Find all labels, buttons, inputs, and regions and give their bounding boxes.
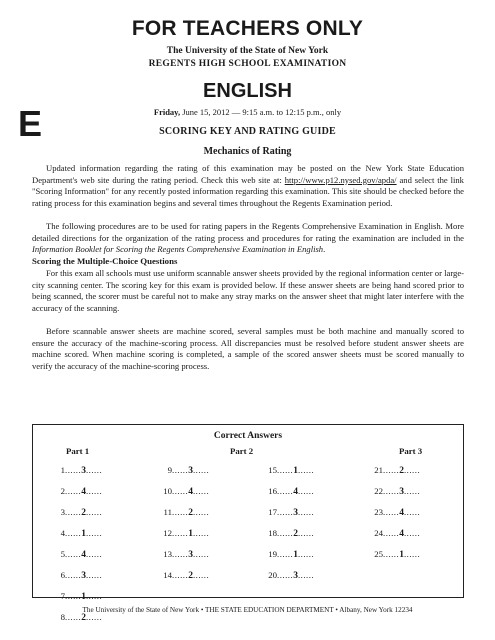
answer-item xyxy=(160,507,209,528)
answer-item xyxy=(57,486,102,507)
leader-dots: ...... xyxy=(403,486,421,496)
paragraph-updates-text-a: Updated information regarding the rating of this examination may be posted on the New York State Education Department's web site during the rating period. Check this web site at: xyxy=(32,163,464,185)
leader-dots: ...... xyxy=(403,549,421,559)
question-number: 3 xyxy=(60,507,65,517)
answer-item xyxy=(160,528,209,549)
leader-dots: ...... xyxy=(297,507,315,517)
answer-item xyxy=(265,570,314,591)
answer-value: 4 xyxy=(81,550,86,560)
question-number: 23 xyxy=(374,507,383,517)
answer-item xyxy=(57,612,102,633)
leader-dots: ...... xyxy=(65,507,82,517)
answer-value: 3 xyxy=(293,571,298,581)
paragraph-machine-scoring: Before scannable answer sheets are machine scored, several samples must be both machine and manually scored to ensure the accuracy of the machine-scoring process. All discrepancies must be resolved before student answer sheets are machine scored. When machine scoring is completed, a sample of the scored answer sheets must be scored manually to verify the accuracy of the machine-scoring process. xyxy=(32,326,464,371)
answer-value: 2 xyxy=(293,529,298,539)
edition-letter: E xyxy=(18,103,43,144)
answer-value: 2 xyxy=(81,613,86,623)
answer-item xyxy=(371,465,420,486)
question-number: 2 xyxy=(60,486,65,496)
leader-dots: ...... xyxy=(192,549,210,559)
answer-value: 1 xyxy=(81,592,86,602)
leader-dots: ...... xyxy=(65,549,82,559)
answer-item xyxy=(160,486,209,507)
subject-title: ENGLISH xyxy=(203,80,292,102)
answer-value: 4 xyxy=(188,487,193,497)
leader-dots: ...... xyxy=(297,528,315,538)
answer-value: 3 xyxy=(399,487,404,497)
question-number: 21 xyxy=(374,465,383,475)
question-number: 17 xyxy=(268,507,277,517)
question-number: 7 xyxy=(60,591,65,601)
question-number: 13 xyxy=(163,549,172,559)
leader-dots: ...... xyxy=(383,549,400,559)
paragraph-answer-sheets: For this exam all schools must use uniform scannable answer sheets provided by the regional information center or large-city scanning center. The scoring key for this exam is provided below. If these answer sheets are being hand scored prior to being scanned, the scorer must be careful not to make any stray marks on the answer sheet that might later interfere with the accuracy of the scanning. xyxy=(32,268,464,313)
leader-dots: ...... xyxy=(65,570,82,580)
question-number: 15 xyxy=(268,465,277,475)
leader-dots: ...... xyxy=(172,549,189,559)
page-title: FOR TEACHERS ONLY xyxy=(131,17,364,40)
question-number: 8 xyxy=(60,612,65,622)
question-number: 16 xyxy=(268,486,277,496)
question-number: 1 xyxy=(60,465,65,475)
leader-dots: ...... xyxy=(383,507,400,517)
answer-column-4 xyxy=(371,465,420,570)
question-number: 14 xyxy=(163,570,172,580)
answer-item xyxy=(57,528,102,549)
leader-dots: ...... xyxy=(192,507,210,517)
leader-dots: ...... xyxy=(383,528,400,538)
leader-dots: ...... xyxy=(85,612,103,622)
paragraph-updates xyxy=(32,163,464,209)
leader-dots: ...... xyxy=(172,465,189,475)
answer-item xyxy=(371,549,420,570)
answer-value: 1 xyxy=(81,529,86,539)
paragraph-procedures xyxy=(32,221,464,256)
question-number: 11 xyxy=(163,507,172,517)
answer-item xyxy=(57,570,102,591)
leader-dots: ...... xyxy=(172,570,189,580)
question-number: 20 xyxy=(268,570,277,580)
leader-dots: ...... xyxy=(192,528,210,538)
leader-dots: ...... xyxy=(277,570,294,580)
answer-column-3 xyxy=(265,465,314,591)
leader-dots: ...... xyxy=(277,465,294,475)
answer-value: 1 xyxy=(293,550,298,560)
leader-dots: ...... xyxy=(277,549,294,559)
answer-item xyxy=(265,528,314,549)
answer-value: 1 xyxy=(293,466,298,476)
question-number: 9 xyxy=(167,465,172,475)
leader-dots: ...... xyxy=(403,528,421,538)
leader-dots: ...... xyxy=(85,507,103,517)
exam-date-day: Friday, xyxy=(153,107,181,117)
question-number: 24 xyxy=(374,528,383,538)
leader-dots: ...... xyxy=(403,465,421,475)
leader-dots: ...... xyxy=(277,507,294,517)
leader-dots: ...... xyxy=(172,507,189,517)
answer-item xyxy=(265,549,314,570)
part-3-label: Part 3 xyxy=(399,446,423,456)
answer-value: 4 xyxy=(81,487,86,497)
question-number: 4 xyxy=(60,528,65,538)
answer-item xyxy=(57,549,102,570)
leader-dots: ...... xyxy=(277,486,294,496)
answer-value: 2 xyxy=(81,508,86,518)
page-footer: The University of the State of New York • THE STATE EDUCATION DEPARTMENT • Albany, New York 12234 xyxy=(82,606,413,614)
part-1-label: Part 1 xyxy=(66,446,90,456)
leader-dots: ...... xyxy=(65,486,82,496)
leader-dots: ...... xyxy=(192,465,210,475)
question-number: 22 xyxy=(374,486,383,496)
leader-dots: ...... xyxy=(297,570,315,580)
institution-name: The University of the State of New York xyxy=(166,46,329,56)
leader-dots: ...... xyxy=(192,570,210,580)
part-2-label: Part 2 xyxy=(230,446,254,456)
answer-item xyxy=(371,507,420,528)
answer-item xyxy=(265,486,314,507)
paragraph-procedures-text-a: The following procedures are to be used for rating papers in the Regents Comprehensive Examination in English. More detailed directions for the organization of the rating process and procedures for rating the examination are included in the xyxy=(32,221,464,243)
leader-dots: ...... xyxy=(297,465,315,475)
answer-item xyxy=(265,507,314,528)
answers-title: Correct Answers xyxy=(213,431,283,441)
leader-dots: ...... xyxy=(297,549,315,559)
answer-value: 4 xyxy=(399,529,404,539)
answer-value: 2 xyxy=(188,571,193,581)
answer-item xyxy=(160,570,209,591)
question-number: 19 xyxy=(268,549,277,559)
leader-dots: ...... xyxy=(383,465,400,475)
question-number: 18 xyxy=(268,528,277,538)
question-number: 6 xyxy=(60,570,65,580)
nysed-link[interactable]: http://www.p12.nysed.gov/apda/ xyxy=(284,174,397,185)
leader-dots: ...... xyxy=(85,570,103,580)
leader-dots: ...... xyxy=(85,465,103,475)
answer-value: 4 xyxy=(399,508,404,518)
paragraph-updates-text-b: and select the link "Scoring Information" for any recently posted information regarding this examination. This site should be checked before the rating process for this examination begins and several times throughout the Regents Examination period. xyxy=(32,174,464,208)
leader-dots: ...... xyxy=(192,486,210,496)
answer-value: 1 xyxy=(188,529,193,539)
leader-dots: ...... xyxy=(65,612,82,622)
mechanics-title: Mechanics of Rating xyxy=(203,146,292,157)
booklet-title: Information Booklet for Scoring the Regents Comprehensive Examination in English xyxy=(32,244,324,254)
leader-dots: ...... xyxy=(85,591,103,601)
mc-section-heading: Scoring the Multiple-Choice Questions xyxy=(32,256,178,266)
answer-item xyxy=(57,507,102,528)
question-number: 12 xyxy=(163,528,172,538)
answer-value: 2 xyxy=(188,508,193,518)
answer-item xyxy=(371,486,420,507)
answer-value: 3 xyxy=(188,550,193,560)
guide-title: SCORING KEY AND RATING GUIDE xyxy=(159,126,336,137)
answer-item xyxy=(265,465,314,486)
answer-value: 3 xyxy=(81,466,86,476)
answer-value: 1 xyxy=(399,550,404,560)
leader-dots: ...... xyxy=(65,528,82,538)
answer-value: 4 xyxy=(293,487,298,497)
leader-dots: ...... xyxy=(297,486,315,496)
answer-value: 2 xyxy=(399,466,404,476)
answer-item xyxy=(57,465,102,486)
paragraph-procedures-text-b: . xyxy=(323,244,326,254)
question-number: 10 xyxy=(163,486,172,496)
answer-item xyxy=(160,465,209,486)
answer-column-2 xyxy=(160,465,209,591)
question-number: 5 xyxy=(60,549,65,559)
question-number: 25 xyxy=(374,549,383,559)
answer-value: 3 xyxy=(188,466,193,476)
leader-dots: ...... xyxy=(383,486,400,496)
answer-value: 3 xyxy=(81,571,86,581)
exam-date xyxy=(0,107,495,117)
exam-date-time: June 15, 2012 — 9:15 a.m. to 12:15 p.m., only xyxy=(180,107,342,117)
leader-dots: ...... xyxy=(277,528,294,538)
answer-item xyxy=(371,528,420,549)
leader-dots: ...... xyxy=(85,549,103,559)
answer-item xyxy=(160,549,209,570)
leader-dots: ...... xyxy=(65,591,82,601)
leader-dots: ...... xyxy=(85,486,103,496)
answer-value: 3 xyxy=(293,508,298,518)
leader-dots: ...... xyxy=(172,528,189,538)
exam-name: REGENTS HIGH SCHOOL EXAMINATION xyxy=(148,59,347,69)
leader-dots: ...... xyxy=(403,507,421,517)
leader-dots: ...... xyxy=(85,528,103,538)
leader-dots: ...... xyxy=(65,465,82,475)
leader-dots: ...... xyxy=(172,486,189,496)
